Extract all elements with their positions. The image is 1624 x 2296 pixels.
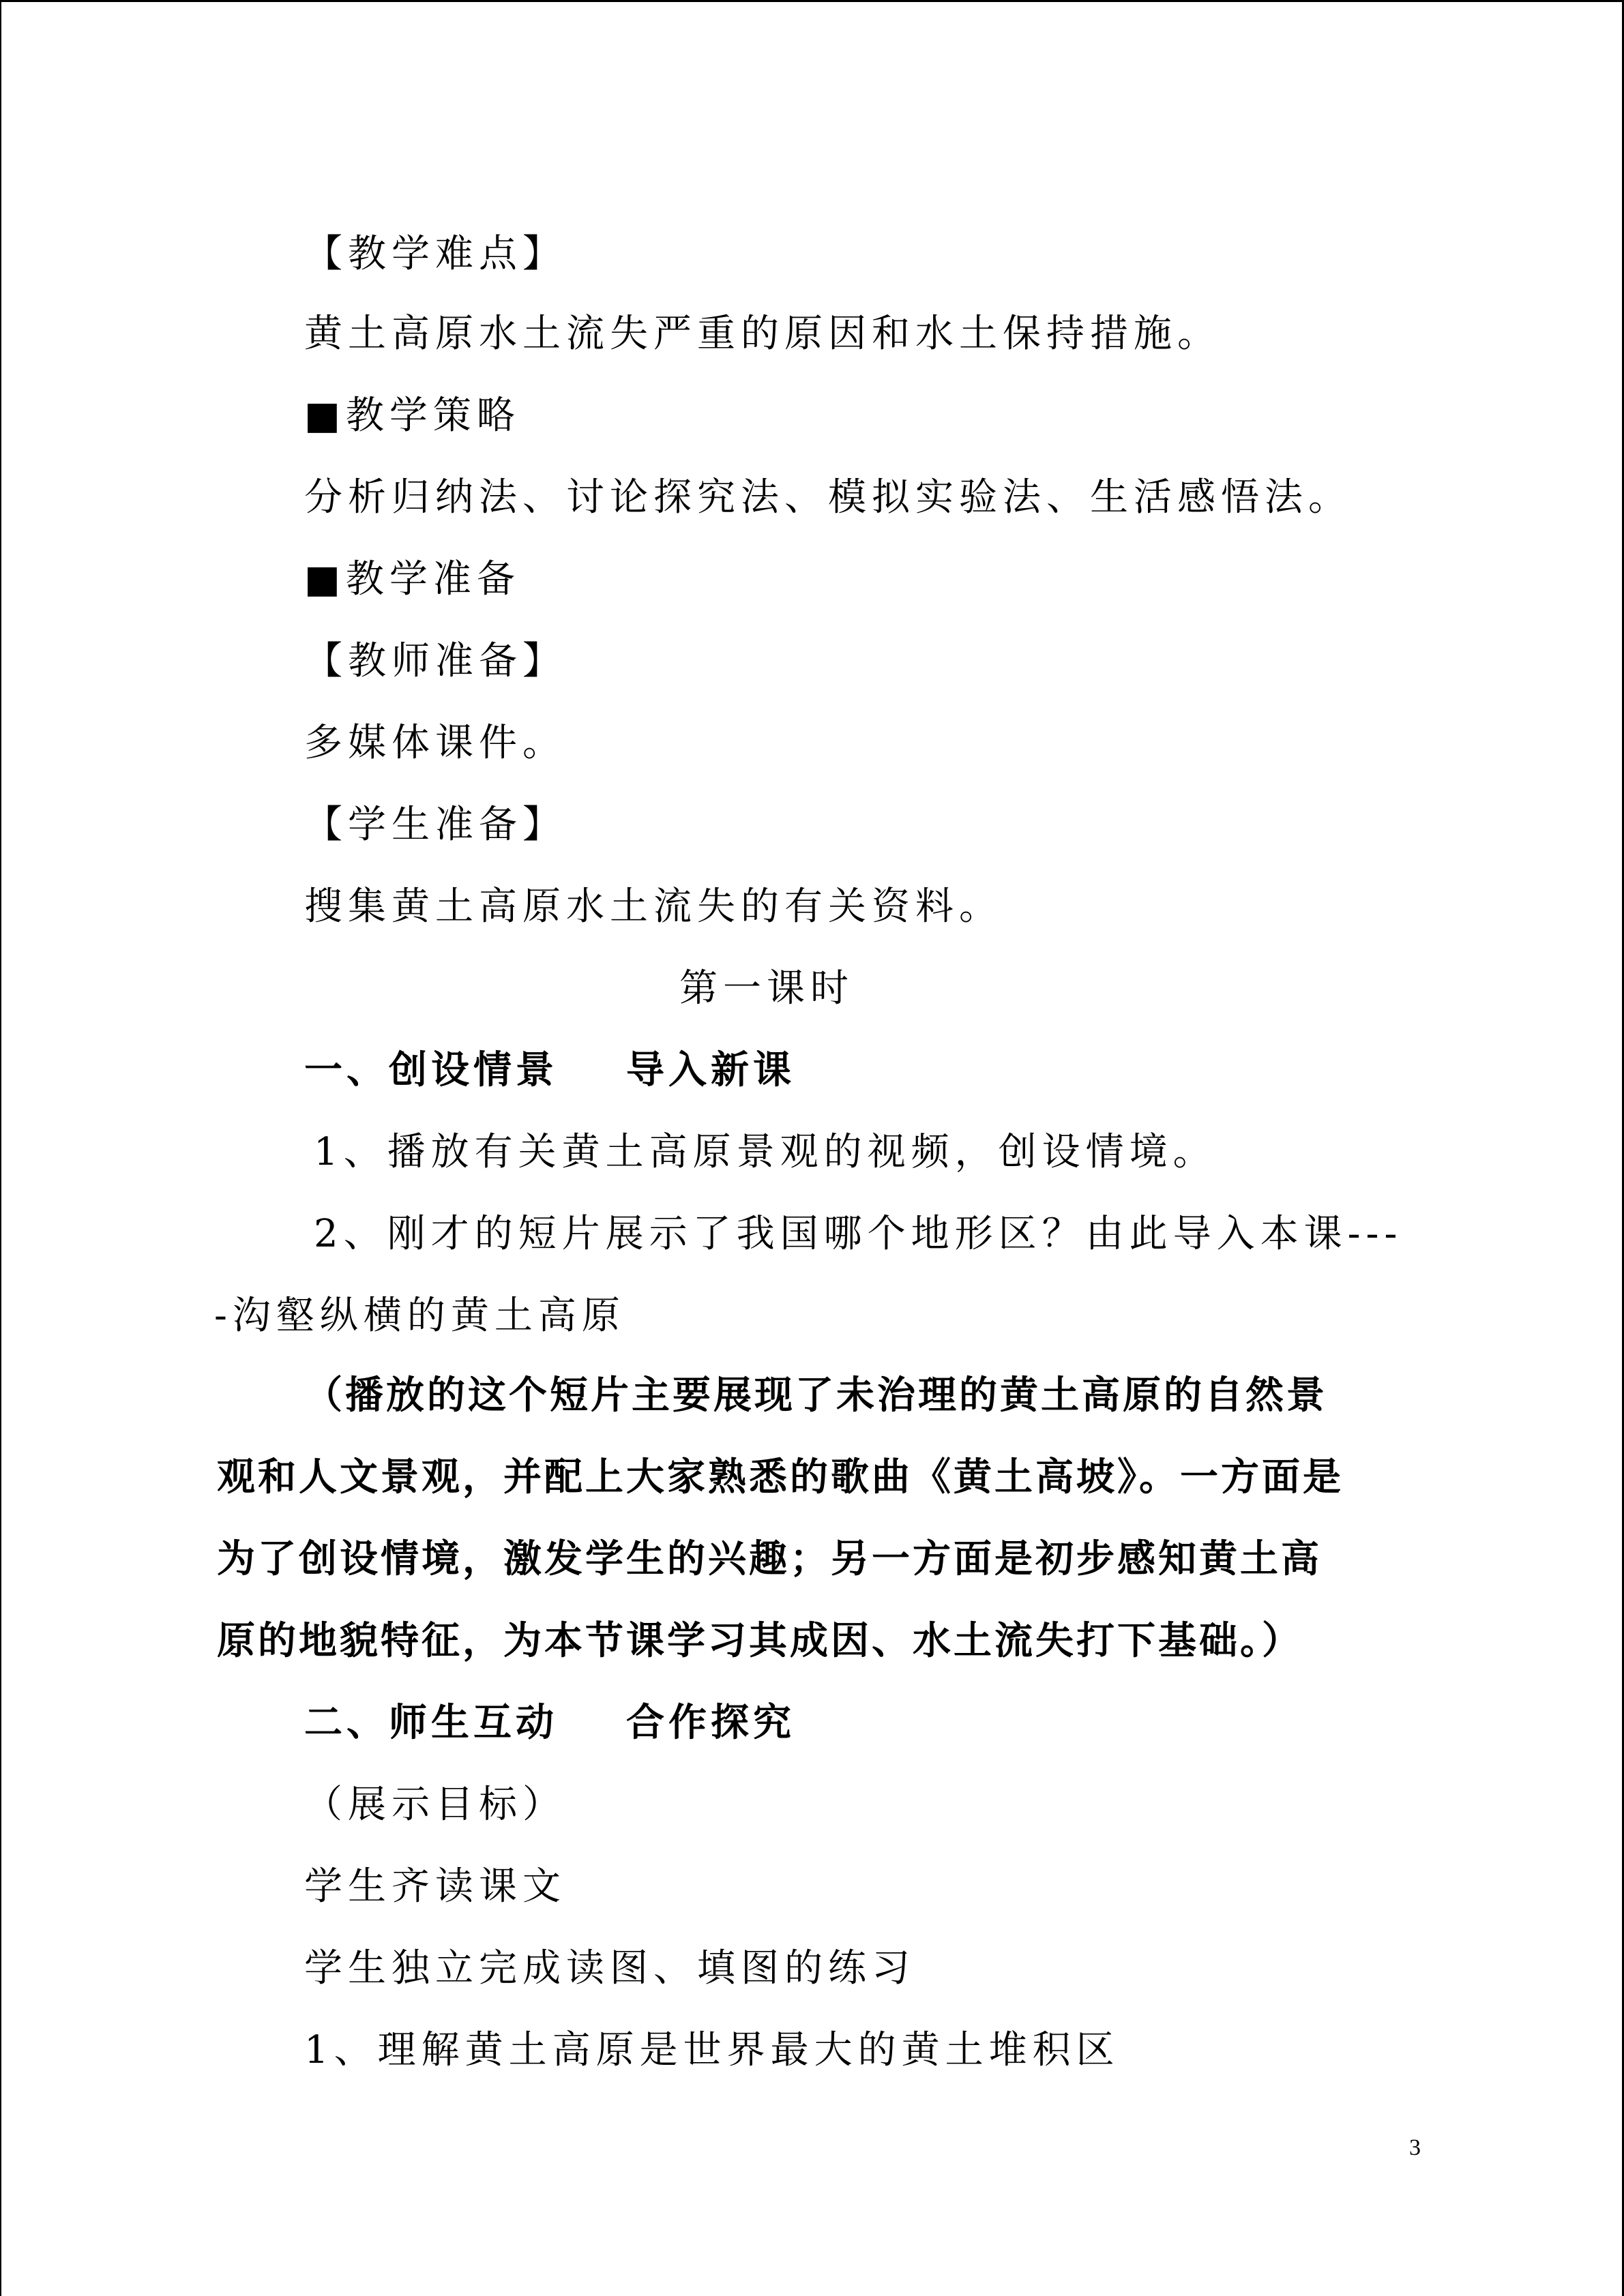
step-2-continuation: -沟壑纵横的黄土高原: [214, 1294, 625, 1338]
step-2: 2、刚才的短片展示了我国哪个地形区？由此导入本课---: [314, 1212, 1403, 1256]
heading-teaching-strategy: ■教学策略: [304, 393, 520, 438]
heading-teacher-preparation: 【教师准备】: [304, 639, 566, 683]
page-number: 3: [1409, 2135, 1421, 2160]
teaching-difficulty-text: 黄土高原水土流失严重的原因和水土保持措施。: [304, 312, 1221, 356]
section-heading-1-part1: 一、创设情景: [304, 1048, 558, 1092]
section-heading-1: [304, 1047, 795, 1094]
map-exercise: 学生独立完成读图、填图的练习: [304, 1946, 915, 1991]
section-heading-2-part2: 合作探究: [626, 1701, 795, 1745]
note-line-2: 观和人文景观，并配上大家熟悉的歌曲《黄土高坡》。一方面是: [217, 1455, 1344, 1500]
heading-teaching-difficulty: 【教学难点】: [304, 232, 566, 276]
teaching-strategy-text: 分析归纳法、讨论探究法、模拟实验法、生活感悟法。: [304, 475, 1352, 520]
point-1: 1、理解黄土高原是世界最大的黄土堆积区: [304, 2028, 1120, 2072]
note-line-3: 为了创设情境，激发学生的兴趣；另一方面是初步感知黄土高: [217, 1537, 1322, 1581]
section-heading-2: [304, 1699, 795, 1747]
teacher-preparation-text: 多媒体课件。: [304, 721, 566, 765]
show-objectives: （展示目标）: [304, 1783, 566, 1827]
heading-student-preparation: 【学生准备】: [304, 803, 566, 847]
student-preparation-text: 搜集黄土高原水土流失的有关资料。: [304, 884, 1003, 929]
step-1: 1、播放有关黄土高原景观的视频，创设情境。: [314, 1130, 1217, 1174]
section-heading-2-part1: 二、师生互动: [304, 1701, 558, 1745]
note-line-1: （播放的这个短片主要展现了未治理的黄土高原的自然景: [304, 1373, 1327, 1418]
read-text-aloud: 学生齐读课文: [304, 1864, 566, 1909]
section-heading-1-part2: 导入新课: [626, 1048, 795, 1092]
lesson-title: 第一课时: [679, 966, 854, 1011]
note-line-4: 原的地貌特征，为本节课学习其成因、水土流失打下基础。）: [217, 1619, 1303, 1663]
heading-teaching-preparation: ■教学准备: [304, 557, 520, 601]
